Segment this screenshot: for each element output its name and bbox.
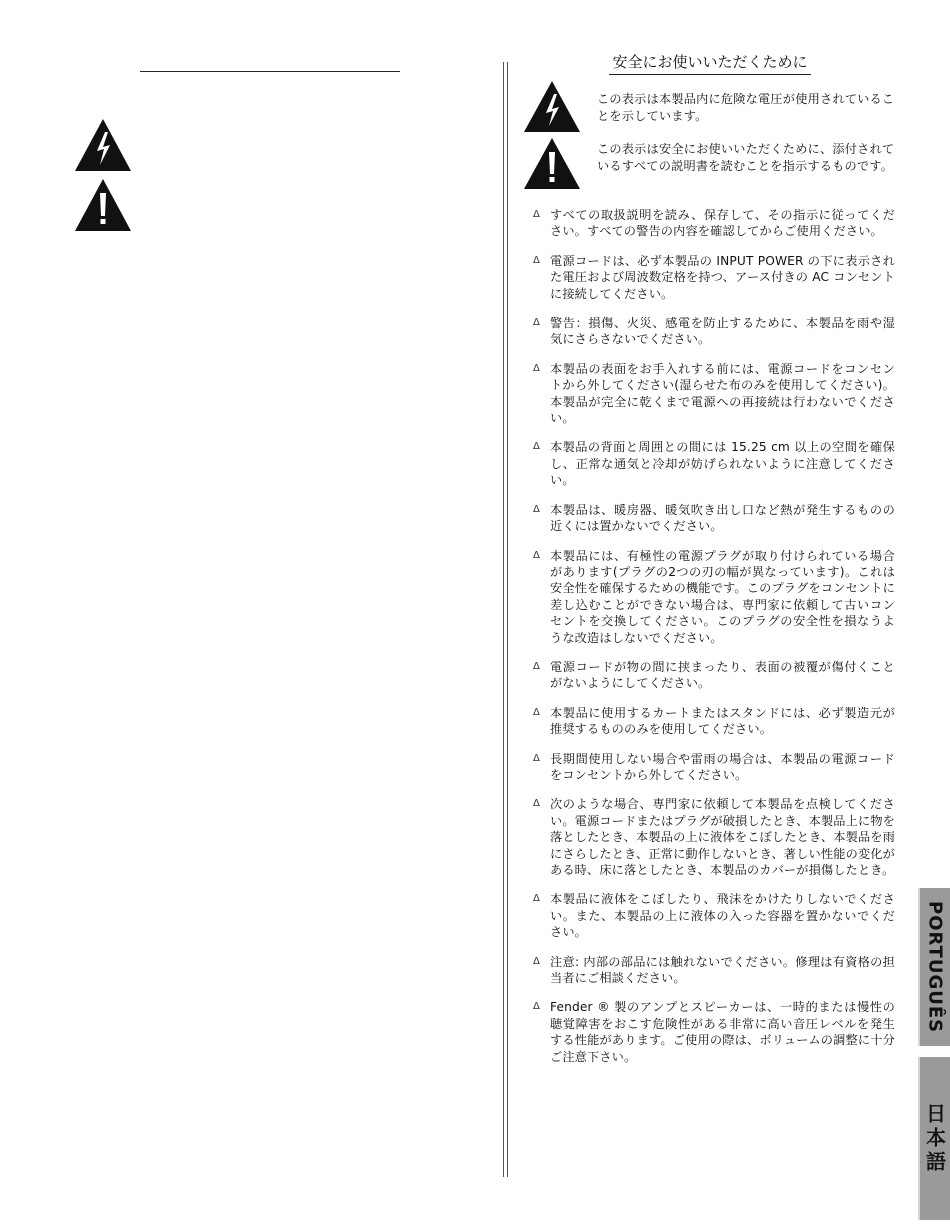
tab-label: PORTUGUÊS xyxy=(924,900,946,1034)
item-text: 本製品には、有極性の電源プラグが取り付けられている場合があります(プラグの2つの刃の幅が異なっています)。これは安全性を確保するための機能です。このプラグをコンセントに差し込むことができない場合は、専門家に依頼して古いコンセントを交換してください。このプラグの安全性を損なうような改造はしないでください。 xyxy=(550,548,895,645)
bullet: Δ xyxy=(533,549,540,561)
bullet: Δ xyxy=(533,209,540,220)
item-text: 次のような場合、専門家に依頼して本製品を点検してください。電源コードまたはプラグが破損したとき、本製品上に物を落としたとき、本製品の上に液体をこぼしたとき、本製品を雨にさらしたとき、正常に動作しないとき、著しい性能の変化がある時、床に落としたとき、本製品のカバーが損傷したとき。 xyxy=(550,797,895,877)
list-item xyxy=(533,502,895,535)
bullet: Δ xyxy=(533,660,540,672)
list-item xyxy=(533,207,895,240)
list-item xyxy=(533,999,895,1065)
bullet: Δ xyxy=(533,893,540,905)
item-text: 本製品の表面をお手入れする前には、電源コードをコンセントから外してください(湿らせた布のみを使用してください)。本製品が完全に乾くまで電源への再接続は行わないでください。 xyxy=(550,361,895,426)
bullet: Δ xyxy=(533,317,540,329)
list-item xyxy=(533,796,895,878)
list-item xyxy=(533,954,895,987)
safety-instructions-list xyxy=(533,207,895,1078)
item-text: 本製品の背面と周囲との間には 15.25 cm 以上の空間を確保し、正常な通気と冷却が妨げられないように注意してください。 xyxy=(550,440,895,488)
list-item xyxy=(533,253,895,302)
tab-japanese[interactable] xyxy=(920,1057,950,1220)
item-text: 電源コードが物の間に挟まったり、表面の被覆が傷付くことがないようにしてください。 xyxy=(550,659,895,691)
list-item xyxy=(533,705,895,738)
item-text: 本製品に液体をこぼしたり、飛沫をかけたりしないでください。また、本製品の上に液体の入った容器を置かないでください。 xyxy=(550,892,895,940)
tab-portuguese[interactable] xyxy=(920,888,950,1046)
bullet: Δ xyxy=(533,362,540,374)
list-item xyxy=(533,891,895,940)
lightning-warning-icon xyxy=(523,80,581,133)
symbol-description: この表示は本製品内に危険な電圧が使用されていることを示しています。 xyxy=(597,92,895,123)
left-title-rule xyxy=(140,71,400,72)
item-text: 警告：損傷、火災、感電を防止するために、本製品を雨や湿気にさらさないでください。 xyxy=(550,316,895,347)
bullet: Δ xyxy=(533,752,540,764)
item-text: 本製品は、暖房器、暖気吹き出し口など熱が発生するものの近くには置かないでください。 xyxy=(550,502,895,534)
column-divider xyxy=(503,62,504,1177)
bullet: Δ xyxy=(533,706,540,718)
bullet: Δ xyxy=(533,798,540,810)
list-item xyxy=(533,751,895,784)
bullet: Δ xyxy=(533,441,540,453)
bullet: Δ xyxy=(533,1001,540,1013)
list-item xyxy=(533,439,895,488)
item-text: 長期間使用しない場合や雷雨の場合は、本製品の電源コードをコンセントから外してください。 xyxy=(550,751,895,782)
bullet: Δ xyxy=(533,254,540,266)
item-text: すべての取扱説明を読み、保存して、その指示に従ってください。すべての警告の内容を確認してからご使用ください。 xyxy=(550,208,895,239)
page-title: 安全にお使いいただくために xyxy=(609,52,811,75)
symbol-description: この表示は安全にお使いいただくために、添付されているすべての説明書を読むことを指示するものです。 xyxy=(597,142,895,173)
item-text: 注意: 内部の部品には触れないでください。修理は有資格の担当者にご相談ください。 xyxy=(550,954,895,986)
lightning-warning-icon xyxy=(74,118,132,172)
exclamation-warning-icon xyxy=(74,178,132,232)
bullet: Δ xyxy=(533,503,540,515)
item-text: 電源コードは、必ず本製品の INPUT POWER の下に表示された電圧および周波数定格を持つ、アース付きの AC コンセントに接続してください。 xyxy=(550,253,895,301)
list-item xyxy=(533,361,895,427)
list-item xyxy=(533,315,895,348)
bullet: Δ xyxy=(533,955,540,967)
item-text: 本製品に使用するカートまたはスタンドには、必ず製造元が推奨するもののみを使用してください。 xyxy=(550,705,895,737)
item-text: Fender ® 製のアンプとスピーカーは、一時的または慢性の聴覚障害をおこす危険性がある非常に高い音圧レベルを発生する性能があります。ご使用の際は、ボリュームの調整に十分ご注意下さい。 xyxy=(550,1000,895,1064)
tab-label: 日本語 xyxy=(922,1102,947,1175)
list-item xyxy=(533,659,895,692)
exclamation-warning-icon xyxy=(523,137,581,190)
column-divider xyxy=(507,62,508,1177)
list-item xyxy=(533,548,895,646)
